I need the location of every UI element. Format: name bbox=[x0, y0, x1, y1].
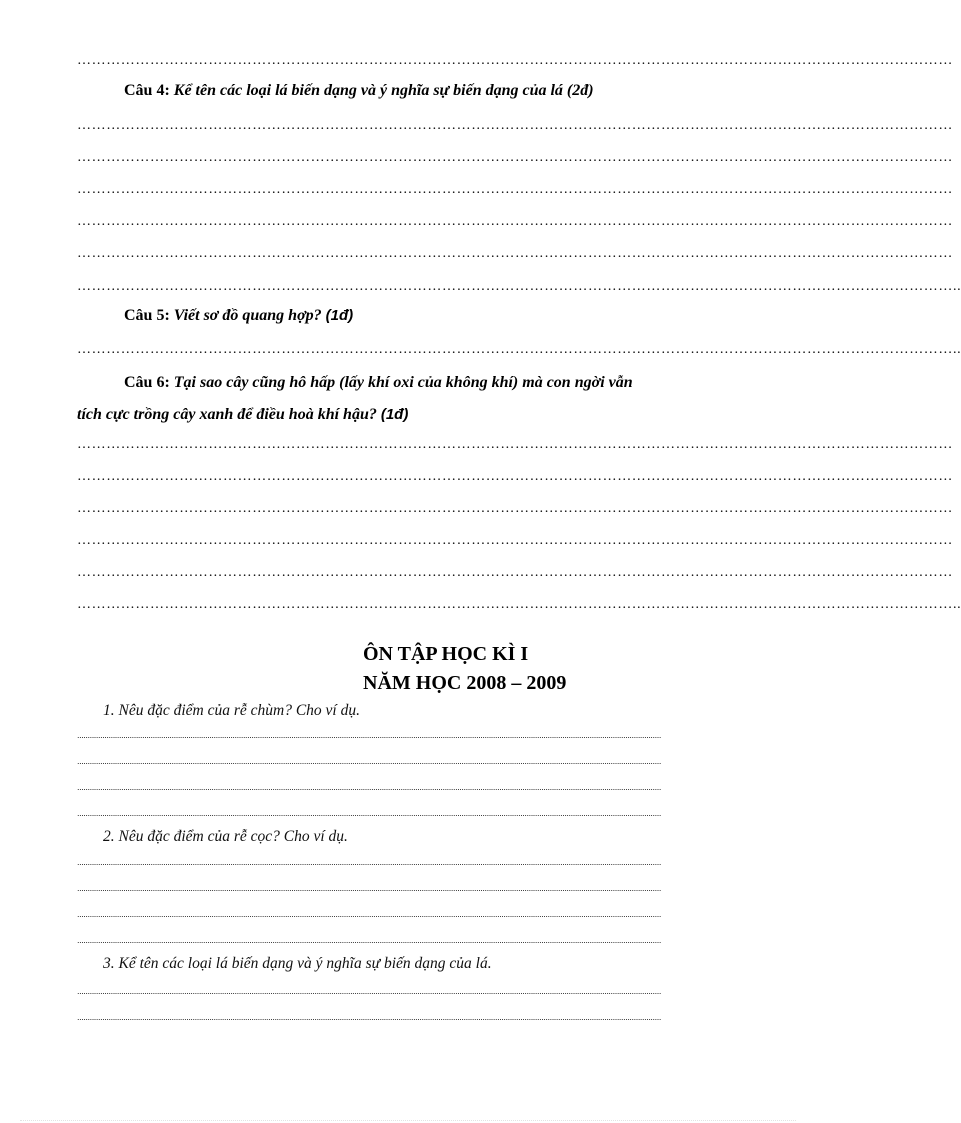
answer-line: ……………………………………………………………………………………………………………………………………………………………… bbox=[77, 182, 953, 197]
review-title: ÔN TẬP HỌC KÌ I bbox=[363, 643, 529, 665]
question-4-text: Kể tên các loại lá biến dạng và ý nghĩa sự biến dạng của lá (2đ) bbox=[173, 82, 594, 99]
question-5-points: (1đ) bbox=[325, 307, 354, 324]
answer-line: ……………………………………………………………………………………………………………………………………………………………… bbox=[77, 501, 953, 516]
question-4-label: Câu 4: bbox=[124, 82, 170, 99]
page-bottom-rule bbox=[20, 1120, 796, 1121]
answer-line: ……………………………………………………………………………………………………………………………………………………………… bbox=[77, 469, 953, 484]
answer-line: ...................................................................................................................................................................................................................................................................................... bbox=[77, 909, 661, 919]
answer-line: ……………………………………………………………………………………………………………………………………………………………… bbox=[77, 118, 953, 133]
answer-line: ……………………………………………………………………………………………………………………………………………………………… bbox=[77, 214, 953, 229]
review-question-3: 3. Kể tên các loại lá biến dạng và ý nghĩa sự biến dạng của lá. bbox=[103, 955, 492, 972]
question-6-text-line-2: tích cực trồng cây xanh để điều hoà khí hậu? bbox=[77, 406, 377, 423]
question-6-text-line-1: Tại sao cây cũng hô hấp (lấy khí oxi của không khí) mà con ngời vẫn bbox=[173, 374, 633, 391]
question-5 bbox=[124, 306, 353, 326]
answer-line: ……………………………………………………………………………………………………………………………………………………………… bbox=[77, 246, 953, 261]
answer-line: ...................................................................................................................................................................................................................................................................................... bbox=[77, 883, 661, 893]
answer-line: ...................................................................................................................................................................................................................................................................................... bbox=[77, 808, 661, 818]
question-6-label: Câu 6: bbox=[124, 374, 170, 391]
answer-line: ……………………………………………………………………………………………………………………………………………………………… bbox=[77, 150, 953, 165]
answer-line: ……………………………………………………………………………………………………………………………………………………………… bbox=[77, 533, 953, 548]
answer-line: ...................................................................................................................................................................................................................................................................................... bbox=[77, 782, 661, 792]
answer-line: ...................................................................................................................................................................................................................................................................................... bbox=[77, 756, 661, 766]
question-5-label: Câu 5: bbox=[124, 307, 170, 324]
school-year-title: NĂM HỌC 2008 – 2009 bbox=[363, 672, 567, 694]
question-6-points: (1đ) bbox=[380, 406, 409, 423]
review-question-2: 2. Nêu đặc điểm của rễ cọc? Cho ví dụ. bbox=[103, 828, 348, 845]
answer-line: ……………………………………………………………………………………………………………………………………………………………….. bbox=[77, 342, 961, 357]
answer-line: ...................................................................................................................................................................................................................................................................................... bbox=[77, 1012, 661, 1022]
review-question-1: 1. Nêu đặc điểm của rễ chùm? Cho ví dụ. bbox=[103, 702, 360, 719]
answer-line: ……………………………………………………………………………………………………………………………………………………………… bbox=[77, 565, 953, 580]
question-4 bbox=[124, 81, 594, 101]
answer-line: ...................................................................................................................................................................................................................................................................................... bbox=[77, 857, 661, 867]
question-6-continuation bbox=[77, 405, 408, 425]
answer-line: ……………………………………………………………………………………………………………………………………………………………… bbox=[77, 437, 953, 452]
answer-line: ……………………………………………………………………………………………………………………………………………………………….. bbox=[77, 279, 961, 294]
answer-line: ...................................................................................................................................................................................................................................................................................... bbox=[77, 730, 661, 740]
question-5-text: Viết sơ đồ quang hợp? bbox=[173, 307, 322, 324]
answer-line: ...................................................................................................................................................................................................................................................................................... bbox=[77, 935, 661, 945]
answer-line: ……………………………………………………………………………………………………………………………………………………………….. bbox=[77, 597, 961, 612]
answer-line: ...................................................................................................................................................................................................................................................................................... bbox=[77, 986, 661, 996]
answer-line: ……………………………………………………………………………………………………………………………………………………………… bbox=[77, 53, 953, 68]
question-6 bbox=[124, 373, 633, 393]
